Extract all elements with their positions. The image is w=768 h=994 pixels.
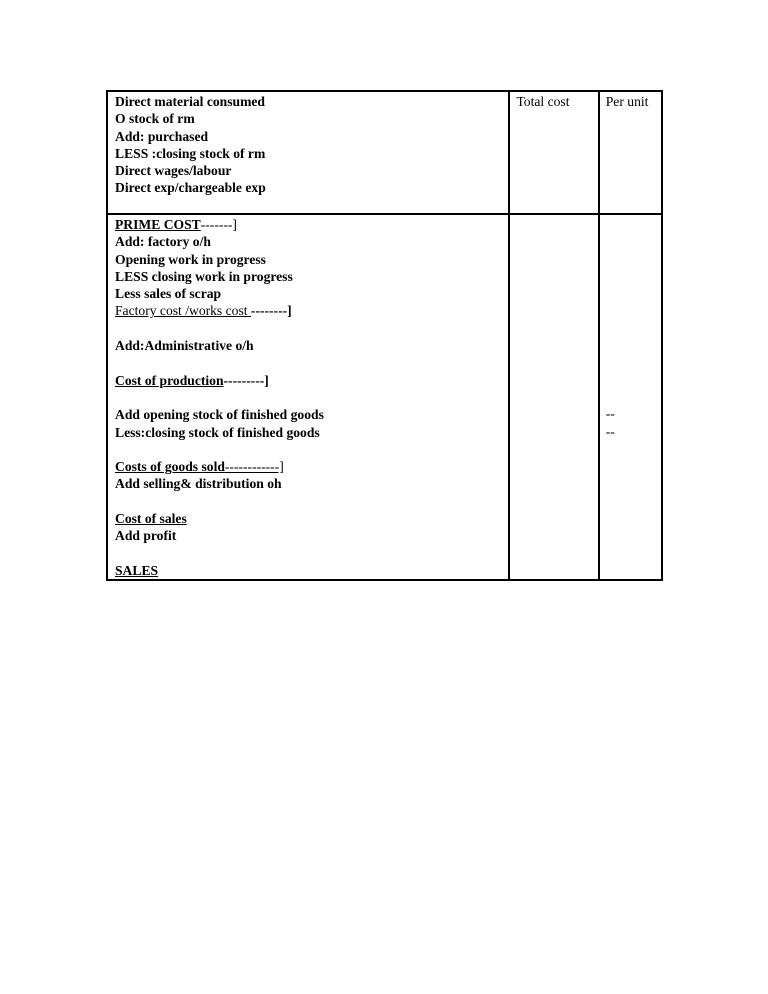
spacer — [115, 545, 508, 562]
less-closing-stock-finished-goods: Less:closing stock of finished goods — [115, 424, 320, 440]
cost-of-production-line — [115, 372, 508, 389]
costs-of-goods-sold-label: Costs of goods sold — [115, 459, 225, 475]
spacer — [115, 389, 508, 406]
spacer — [606, 267, 661, 284]
spacer — [115, 354, 508, 371]
spacer — [606, 284, 661, 301]
less-closing-work-in-progress: LESS closing work in progress — [115, 268, 293, 284]
spacer — [606, 336, 661, 353]
direct-costs-row — [107, 91, 662, 214]
spacer — [606, 250, 661, 267]
costs-of-goods-sold-line — [115, 458, 508, 475]
factory-cost-line — [115, 302, 508, 319]
total-cost-values-cell — [509, 214, 598, 580]
total-cost-header: Total cost — [516, 94, 570, 109]
per-unit-closing-fg-mark: -- — [605, 423, 615, 439]
sales-line — [115, 562, 508, 579]
factory-cost-suffix: --------] — [250, 303, 292, 319]
direct-material-consumed: Direct material consumed — [115, 94, 265, 109]
direct-wages-labour: Direct wages/labour — [115, 163, 232, 179]
cost-sheet-table — [106, 90, 663, 581]
cost-build-up-cell — [107, 214, 509, 580]
opening-work-in-progress: Opening work in progress — [115, 251, 266, 267]
sales-label: SALES — [115, 562, 159, 578]
prime-cost-suffix: -------] — [200, 217, 237, 232]
prime-cost-label: PRIME COST — [115, 217, 201, 232]
total-cost-header-cell — [509, 91, 598, 214]
factory-cost-label: Factory cost /works cost — [115, 303, 251, 319]
add-purchased: Add: purchased — [115, 128, 209, 144]
spacer — [606, 215, 661, 232]
less-closing-stock-rm: LESS :closing stock of rm — [115, 145, 266, 161]
prime-cost-line — [115, 216, 508, 233]
spacer — [115, 320, 508, 337]
spacer — [115, 493, 508, 510]
cost-of-sales-line — [115, 510, 508, 527]
per-unit-header: Per unit — [605, 94, 649, 109]
add-opening-stock-finished-goods: Add opening stock of finished goods — [115, 407, 324, 423]
cost-build-up-row — [107, 214, 662, 580]
spacer — [606, 353, 661, 370]
direct-costs-cell — [107, 91, 509, 214]
per-unit-values-cell — [599, 214, 662, 580]
per-unit-opening-fg-mark: -- — [605, 406, 615, 422]
less-sales-of-scrap: Less sales of scrap — [115, 286, 222, 302]
cost-of-production-suffix: ---------] — [223, 372, 269, 388]
spacer — [606, 301, 661, 318]
direct-exp-chargeable: Direct exp/chargeable exp — [115, 180, 266, 196]
spacer — [606, 232, 661, 249]
spacer — [606, 388, 661, 405]
cost-of-production-label: Cost of production — [115, 372, 224, 388]
costs-of-goods-sold-suffix: ------------] — [224, 459, 284, 475]
add-selling-distribution-oh: Add selling& distribution oh — [115, 476, 282, 492]
add-factory-oh: Add: factory o/h — [115, 234, 211, 250]
spacer — [115, 441, 508, 458]
spacer — [606, 319, 661, 336]
cost-of-sales-label: Cost of sales — [115, 511, 187, 527]
add-profit: Add profit — [115, 528, 177, 544]
spacer — [606, 371, 661, 388]
add-administrative-oh: Add:Administrative o/h — [115, 338, 254, 354]
opening-stock-rm: O stock of rm — [115, 111, 195, 127]
per-unit-header-cell — [599, 91, 662, 214]
